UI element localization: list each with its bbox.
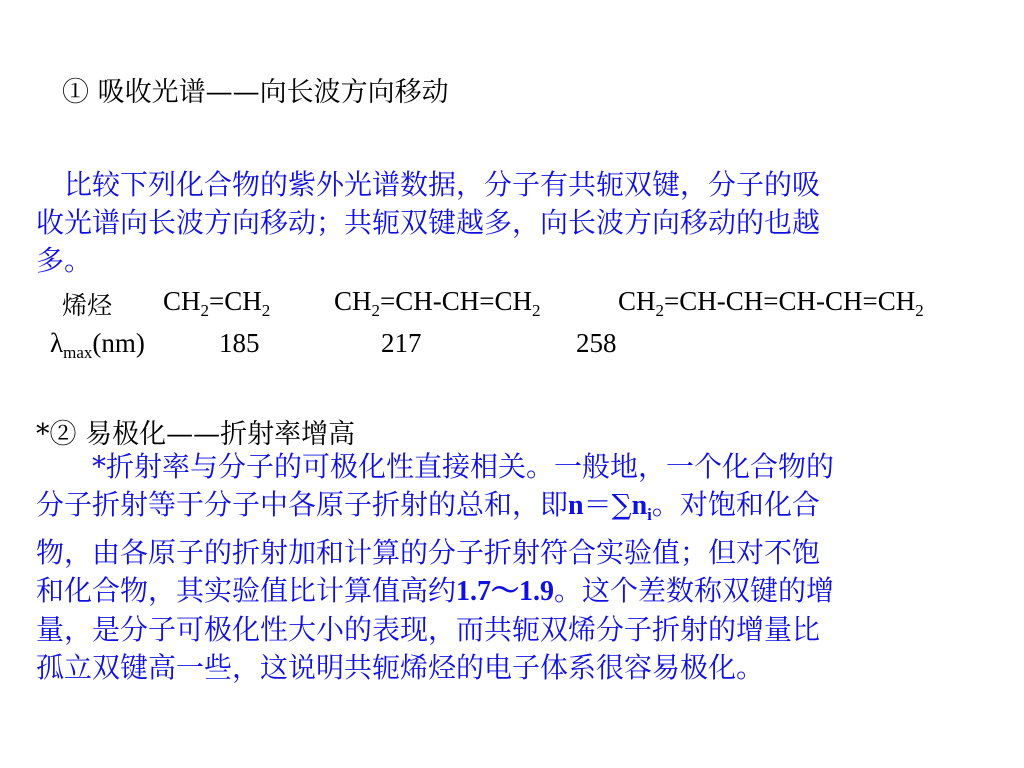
lambda-value-butadiene: 217 (381, 328, 422, 358)
paragraph-uv-comparison (36, 166, 820, 280)
compound-ethylene: $CH_2=CH_2$ (163, 286, 271, 320)
range-value: 1.7～1.9 (456, 576, 555, 607)
paragraph-line: *折射率与分子的可极化性直接相关。一般地，一个化合物的 (36, 450, 835, 483)
compound-butadiene: $CH_2=CH-CH=CH_2$ (334, 286, 541, 320)
lambda-value-hexatriene: 258 (576, 328, 617, 358)
heading-polarizability: *② 易极化——折射率增高 (36, 419, 356, 450)
paragraph-line: 物，由各原子的折射加和计算的分子折射符合实验值；但对不饱 (36, 536, 821, 569)
paragraph-line: 孤立双键高一些，这说明共轭烯烃的电子体系很容易极化。 (36, 651, 765, 684)
compound-row (0, 286, 1024, 326)
lambda-max-label: $\lambda_{max}(nm)$ (50, 328, 145, 362)
paragraph-line: 和化合物，其实验值比计算值高约1.7～1.9。这个差数称双键的增 (36, 574, 835, 607)
paragraph-line: 量，是分子可极化性大小的表现，而共轭双烯分子折射的增量比 (36, 613, 821, 646)
lambda-value-ethylene: 185 (219, 328, 260, 358)
paragraph-line: 分子折射等于分子中各原子折射的总和，即$n=\sum n_i$。对饱和化合 (36, 488, 820, 524)
heading-absorption-spectrum: ① 吸收光谱——向长波方向移动 (62, 77, 449, 108)
paragraph-line: 比较下列化合物的紫外光谱数据，分子有共轭双键，分子的吸 (36, 168, 821, 201)
paragraph-refraction (36, 448, 834, 687)
formula-ni: n (631, 490, 648, 521)
lambda-max-row (0, 328, 1024, 368)
formula-n: n (568, 490, 584, 521)
alkene-label: 烯烃 (62, 291, 113, 320)
formula-sum: ＝∑ (583, 488, 632, 521)
compound-hexatriene: $CH_2=CH-CH=CH-CH=CH_2$ (618, 286, 924, 320)
paragraph-line: 多。 (36, 244, 93, 277)
paragraph-line: 收光谱向长波方向移动；共轭双键越多，向长波方向移动的也越 (36, 206, 821, 239)
